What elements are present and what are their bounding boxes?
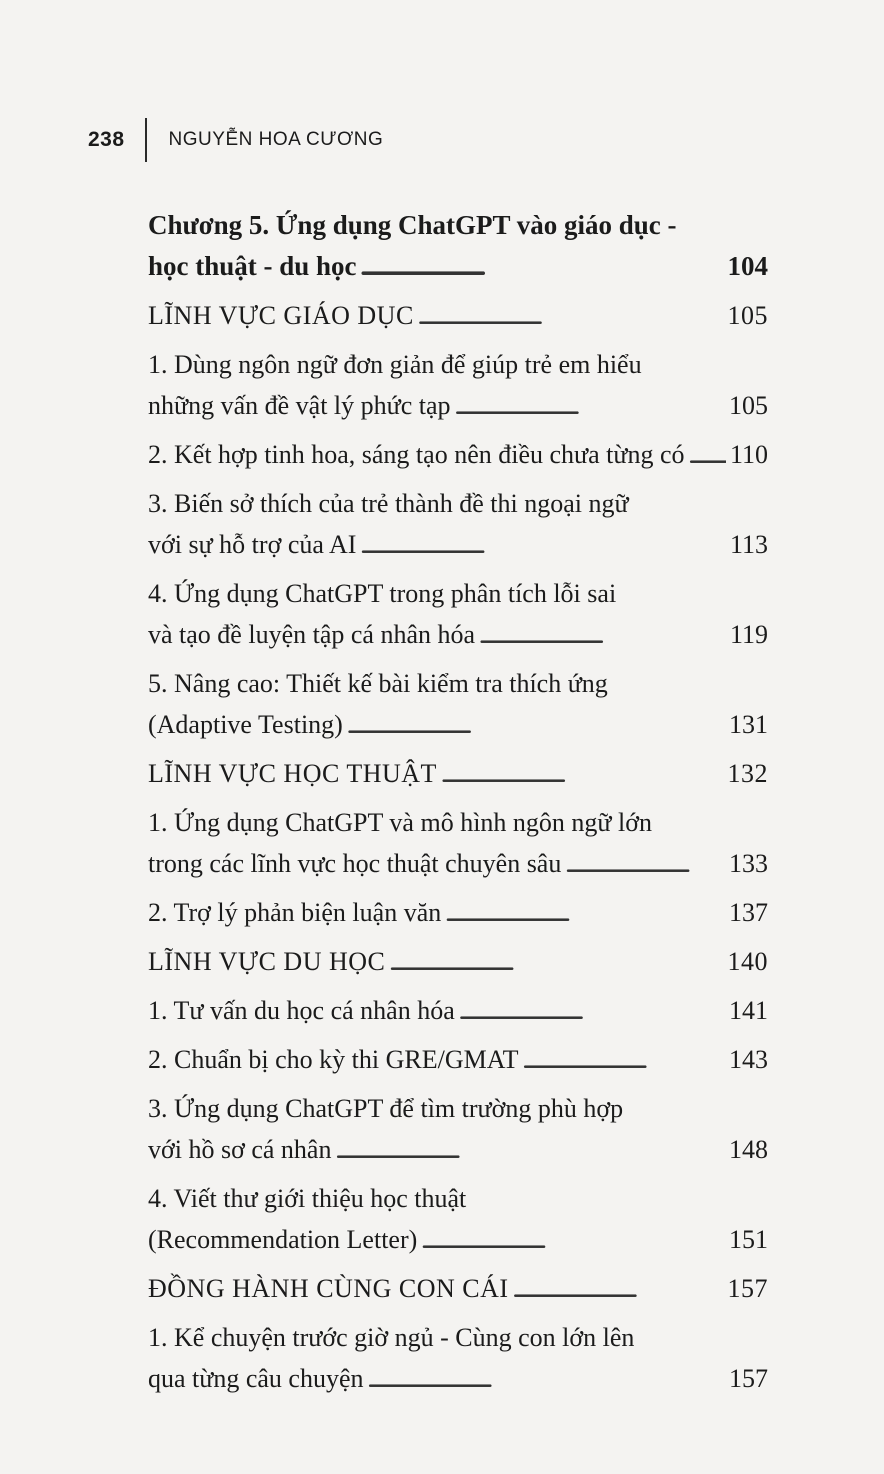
toc-entry-line: [148, 1219, 768, 1261]
toc-entry-line: [148, 990, 768, 1032]
toc-entry-title: với hồ sơ cá nhân: [148, 1135, 332, 1164]
dot-leader: [421, 1219, 725, 1261]
dot-leader: [455, 385, 725, 427]
toc-entry-title: 2. Trợ lý phản biện luận văn: [148, 898, 442, 927]
toc-page-number: 113: [729, 530, 768, 559]
toc-item: [148, 1317, 768, 1400]
toc-entry-line: [148, 892, 768, 934]
running-header: [88, 118, 383, 162]
toc-item: [148, 663, 768, 746]
toc-entry-title: học thuật - du học: [148, 251, 357, 281]
toc-item: [148, 1088, 768, 1171]
toc-page-number: 104: [727, 251, 768, 281]
toc-section: [148, 753, 768, 795]
toc-entry-line: 5. Nâng cao: Thiết kế bài kiểm tra thích ứng: [148, 669, 608, 698]
toc-entry-line: 1. Dùng ngôn ngữ đơn giản để giúp trẻ em hiểu: [148, 350, 642, 379]
toc-entry-line: 4. Ứng dụng ChatGPT trong phân tích lỗi sai: [148, 579, 617, 608]
toc-entry-line: [148, 704, 768, 746]
dot-leader: [513, 1268, 724, 1310]
toc-entry-line: [148, 434, 768, 476]
toc-page-number: 137: [729, 898, 768, 927]
toc-item: [148, 892, 768, 934]
dot-leader: [368, 1358, 725, 1400]
toc-entry-line: 3. Biến sở thích của trẻ thành đề thi ngoại ngữ: [148, 489, 629, 518]
toc-entry-title: (Recommendation Letter): [148, 1225, 418, 1254]
toc-entry-line: 4. Viết thư giới thiệu học thuật: [148, 1184, 467, 1213]
toc-entry-title: (Adaptive Testing): [148, 710, 343, 739]
toc-item: [148, 990, 768, 1032]
dot-leader: [360, 524, 726, 566]
toc-page-number: 148: [729, 1135, 768, 1164]
toc-page-number: 141: [729, 996, 768, 1025]
toc-entry-title: 1. Tư vấn du học cá nhân hóa: [148, 996, 455, 1025]
dot-leader: [689, 434, 726, 476]
toc-entry-line: [148, 385, 768, 427]
toc-page-number: 151: [729, 1225, 768, 1254]
toc-chapter: [148, 205, 768, 288]
toc-page-number: 157: [727, 1274, 768, 1303]
page-number: 238: [88, 128, 125, 151]
toc-entry-line: [148, 614, 768, 656]
author-name: NGUYỄN HOA CƯƠNG: [168, 129, 384, 150]
table-of-contents: [148, 205, 768, 1407]
toc-entry-line: [148, 1358, 768, 1400]
toc-page-number: 157: [729, 1364, 768, 1393]
toc-entry-line: 3. Ứng dụng ChatGPT để tìm trường phù hợp: [148, 1094, 624, 1123]
toc-entry-line: [148, 1039, 768, 1081]
toc-entry-title: LĨNH VỰC HỌC THUẬT: [148, 759, 437, 788]
dot-leader: [479, 614, 726, 656]
toc-entry-line: [148, 753, 768, 795]
toc-entry-line: [148, 295, 768, 337]
header-divider: [145, 118, 147, 162]
dot-leader: [361, 246, 724, 288]
toc-page-number: 105: [727, 301, 768, 330]
toc-entry-line: Chương 5. Ứng dụng ChatGPT vào giáo dục -: [148, 210, 677, 240]
dot-leader: [523, 1039, 726, 1081]
dot-leader: [441, 753, 724, 795]
toc-item: [148, 483, 768, 566]
toc-item: [148, 434, 768, 476]
toc-entry-line: [148, 843, 768, 885]
toc-entry-title: 2. Chuẩn bị cho kỳ thi GRE/GMAT: [148, 1045, 519, 1074]
dot-leader: [445, 892, 725, 934]
toc-page-number: 131: [729, 710, 768, 739]
toc-entry-title: và tạo đề luyện tập cá nhân hóa: [148, 620, 476, 649]
toc-section: [148, 941, 768, 983]
toc-entry-title: qua từng câu chuyện: [148, 1364, 364, 1393]
dot-leader: [335, 1129, 725, 1171]
toc-item: [148, 573, 768, 656]
toc-entry-line: [148, 1268, 768, 1310]
toc-entry-line: 1. Ứng dụng ChatGPT và mô hình ngôn ngữ lớn: [148, 808, 652, 837]
dot-leader: [565, 843, 725, 885]
toc-entry-line: [148, 246, 768, 288]
toc-page-number: 110: [729, 440, 768, 469]
toc-page-number: 143: [729, 1045, 768, 1074]
toc-section: [148, 1268, 768, 1310]
toc-page-number: 133: [729, 849, 768, 878]
dot-leader: [347, 704, 725, 746]
toc-entry-line: 1. Kể chuyện trước giờ ngủ - Cùng con lớn lên: [148, 1323, 635, 1352]
toc-entry-line: [148, 1129, 768, 1171]
dot-leader: [459, 990, 725, 1032]
toc-entry-title: những vấn đề vật lý phức tạp: [148, 391, 451, 420]
toc-entry-title: với sự hỗ trợ của AI: [148, 530, 357, 559]
toc-item: [148, 802, 768, 885]
toc-item: [148, 1178, 768, 1261]
toc-entry-title: ĐỒNG HÀNH CÙNG CON CÁI: [148, 1274, 509, 1303]
toc-item: [148, 1039, 768, 1081]
toc-entry-title: LĨNH VỰC DU HỌC: [148, 947, 386, 976]
toc-page-number: 105: [729, 391, 768, 420]
toc-page-number: 140: [727, 947, 768, 976]
dot-leader: [389, 941, 723, 983]
toc-page-number: 132: [727, 759, 768, 788]
toc-entry-title: trong các lĩnh vực học thuật chuyên sâu: [148, 849, 562, 878]
toc-entry-title: 2. Kết hợp tinh hoa, sáng tạo nên điều chưa từng có: [148, 440, 685, 469]
toc-item: [148, 344, 768, 427]
dot-leader: [418, 295, 724, 337]
toc-entry-line: [148, 941, 768, 983]
toc-section: [148, 295, 768, 337]
toc-entry-title: LĨNH VỰC GIÁO DỤC: [148, 301, 414, 330]
toc-entry-line: [148, 524, 768, 566]
toc-page-number: 119: [729, 620, 768, 649]
